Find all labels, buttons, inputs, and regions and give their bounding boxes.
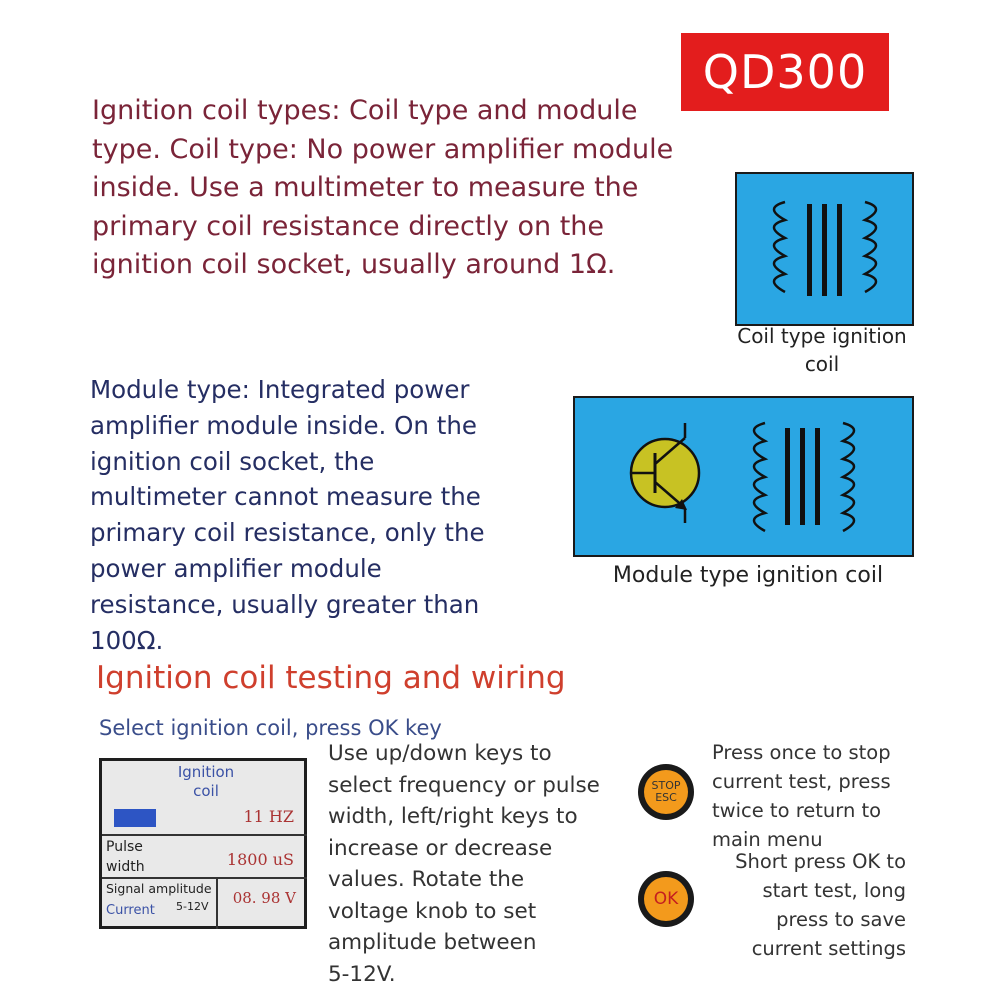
- module-type-caption: Module type ignition coil: [612, 563, 884, 588]
- pulse-label: Pulse width: [106, 839, 145, 875]
- ok-button-description: Short press OK to start test, long press to save current settings: [735, 850, 906, 960]
- testing-subheading: Select ignition coil, press OK key: [99, 716, 442, 740]
- module-type-description: Module type: Integrated power amplifier module inside. On the ignition coil socket, the multimeter cannot measure the primary coil resistance, only the power amplifier module resistance, usually greater than 100Ω.: [90, 375, 485, 655]
- frequency-value: 11 HZ: [243, 807, 294, 826]
- stop-esc-button[interactable]: [644, 770, 688, 814]
- range-label: 5-12V: [176, 900, 209, 913]
- ok-button[interactable]: [644, 877, 688, 921]
- coil-type-description: Ignition coil types: Coil type and module type. Coil type: No power amplifier module inside. Use a multimeter to measure the primary coil resistance directly on the ignition coil socket, usually around 1Ω.: [92, 95, 674, 280]
- stop-button-description: Press once to stop current test, press twice to return to main menu: [712, 741, 891, 851]
- screen-divider-2: [102, 877, 307, 879]
- stop-label: STOP: [651, 779, 681, 792]
- coil-type-caption: Coil type ignition coil: [737, 324, 907, 376]
- testing-heading: Ignition coil testing and wiring: [96, 660, 566, 696]
- pulse-value: 1800 uS: [226, 850, 294, 869]
- screen-divider-3: [216, 877, 218, 929]
- screen-divider-1: [102, 834, 307, 836]
- screen-title: Ignition coil: [177, 763, 235, 800]
- key-instructions: Use up/down keys to select frequency or pulse width, left/right keys to increase or decrease values. Rotate the voltage knob to set amplitude between 5-12V.: [328, 741, 600, 987]
- esc-label: ESC: [655, 791, 677, 804]
- device-screen: [99, 758, 307, 929]
- brand-badge: [681, 33, 889, 111]
- amplitude-label: Signal amplitude: [106, 881, 212, 896]
- module-type-diagram: [573, 396, 914, 557]
- selection-highlight: [114, 809, 156, 827]
- transistor-coil-diagram-icon: [575, 398, 912, 555]
- brand-label: QD300: [702, 45, 868, 99]
- current-label: Current: [106, 903, 155, 918]
- amplitude-value: 08. 98 V: [232, 889, 296, 907]
- ok-label: OK: [653, 889, 679, 909]
- coil-diagram-icon: [737, 174, 912, 324]
- coil-type-diagram: [735, 172, 914, 326]
